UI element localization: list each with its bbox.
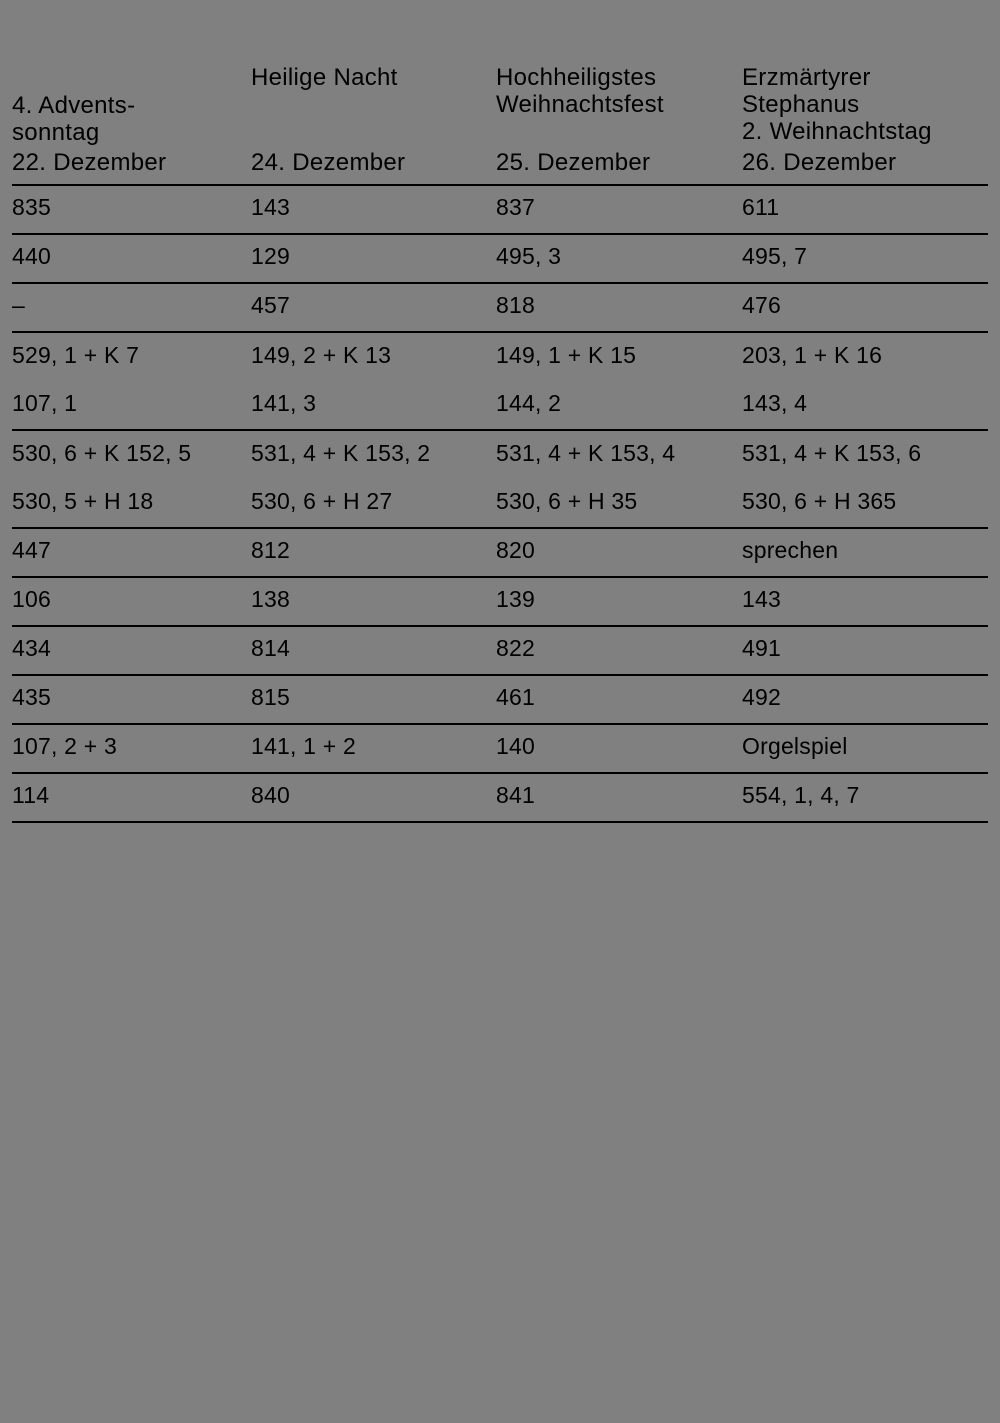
table-cell: 531, 4 + K 153, 2 (251, 440, 431, 466)
table-cell: 611 (742, 194, 780, 220)
table-cell: 841 (496, 782, 535, 808)
table-row (12, 774, 988, 823)
header-date: 22. Dezember (12, 149, 167, 176)
table-cell: 530, 5 + H 18 (12, 488, 154, 514)
header-title-heilige-nacht (251, 64, 496, 146)
table-cell: 203, 1 + K 16 (742, 342, 883, 368)
header-title-text: Heilige Nacht (251, 64, 398, 91)
table-cell: 495, 3 (496, 243, 562, 269)
table-cell: 141, 1 + 2 (251, 733, 356, 759)
table-cell: – (12, 292, 25, 318)
table-cell: 149, 1 + K 15 (496, 342, 637, 368)
table-cell: 822 (496, 635, 535, 661)
table-cell: 434 (12, 635, 51, 661)
table-cell: 815 (251, 684, 290, 710)
header-title-text: Erzmärtyrer Stephanus 2. Weihnachtstag (742, 64, 932, 145)
hymn-schedule-table (12, 64, 988, 823)
table-cell: 531, 4 + K 153, 4 (496, 440, 676, 466)
table-cell: 447 (12, 537, 51, 563)
table-cell: 820 (496, 537, 535, 563)
header-title-weihnachtsfest (496, 64, 742, 146)
table-cell: 143, 4 (742, 390, 808, 416)
table-cell: 530, 6 + H 27 (251, 488, 393, 514)
table-cell: 491 (742, 635, 781, 661)
table-row (12, 725, 988, 774)
header-date: 24. Dezember (251, 149, 406, 176)
table-row (12, 529, 988, 578)
header-date: 26. Dezember (742, 149, 897, 176)
table-cell: 149, 2 + K 13 (251, 342, 392, 368)
table-cell: 531, 4 + K 153, 6 (742, 440, 922, 466)
table-cell: 814 (251, 635, 290, 661)
table-cell: 107, 2 + 3 (12, 733, 117, 759)
table-cell: 138 (251, 586, 290, 612)
table-row (12, 284, 988, 333)
table-cell: 840 (251, 782, 290, 808)
table-cell: 143 (742, 586, 781, 612)
table-cell: 106 (12, 586, 51, 612)
table-cell: 140 (496, 733, 535, 759)
table-row (12, 627, 988, 676)
table-cell: 461 (496, 684, 535, 710)
table-row (12, 676, 988, 725)
table-cell: 143 (251, 194, 290, 220)
table-cell: 139 (496, 586, 535, 612)
table-cell: 530, 6 + H 35 (496, 488, 638, 514)
table-cell: 554, 1, 4, 7 (742, 782, 860, 808)
table-cell: 457 (251, 292, 290, 318)
table-cell: 812 (251, 537, 290, 563)
table-row (12, 186, 988, 235)
header-title-advent (12, 64, 251, 146)
table-cell: 529, 1 + K 7 (12, 342, 140, 368)
table-cell: 530, 6 + H 365 (742, 488, 897, 514)
table-cell: 530, 6 + K 152, 5 (12, 440, 192, 466)
header-title-text: 4. Advents- sonntag (12, 92, 136, 146)
header-date: 25. Dezember (496, 149, 651, 176)
table-cell: 837 (496, 194, 535, 220)
table-row (12, 480, 988, 529)
table-cell: 818 (496, 292, 535, 318)
table-row (12, 382, 988, 431)
table-row (12, 578, 988, 627)
table-cell: 144, 2 (496, 390, 562, 416)
table-cell: 495, 7 (742, 243, 808, 269)
table-cell: 492 (742, 684, 781, 710)
table-row (12, 431, 988, 480)
table-cell: 835 (12, 194, 51, 220)
table-cell: 476 (742, 292, 781, 318)
table-body (12, 186, 988, 823)
header-title-text: Hochheiligstes Weihnachtsfest (496, 64, 664, 118)
header-date-row (12, 146, 988, 186)
table-cell: 107, 1 (12, 390, 78, 416)
table-row (12, 333, 988, 382)
table-row (12, 235, 988, 284)
table-cell: 114 (12, 782, 50, 808)
table-cell: 141, 3 (251, 390, 317, 416)
table-cell: Orgelspiel (742, 733, 848, 759)
table-cell: 440 (12, 243, 51, 269)
table-cell: 435 (12, 684, 51, 710)
header-title-stephanus (742, 64, 988, 146)
header-title-row (12, 64, 988, 146)
table-cell: 129 (251, 243, 290, 269)
table-cell: sprechen (742, 537, 839, 563)
